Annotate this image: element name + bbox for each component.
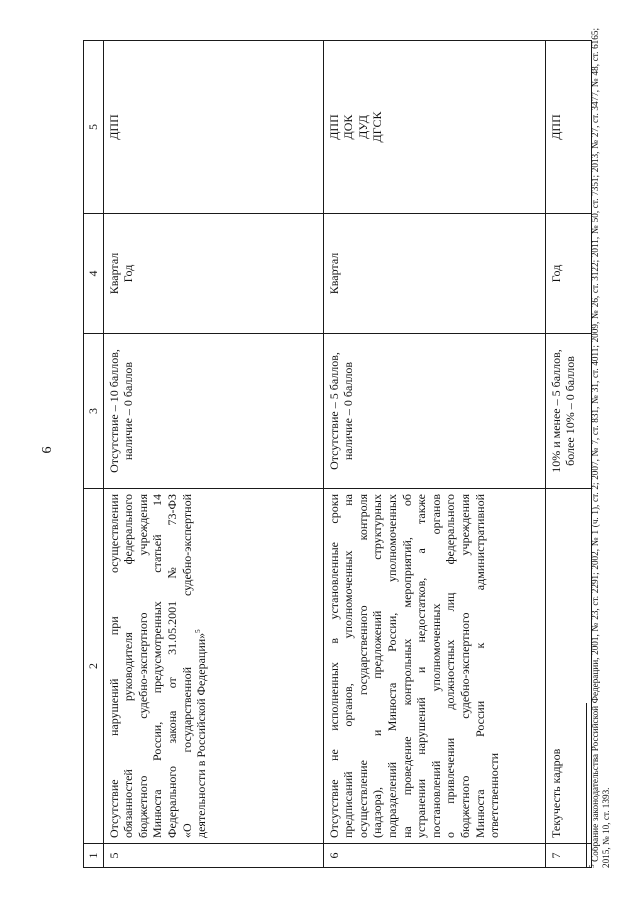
footnote-text: Собрание законодательства Российской Федерации, 2001, № 23, ст. 2291; 2002, № 1 (ч. 1), ст. 2; 2007, № 7, ст. 831, № 31, ст. 4011; 2009, № 26, ст. 3122; 2011, № 50, ст. 7351; 2013, № 27, ст. 3477, № 48, ст. 6165; 2015, № 10, ст. 1393.	[590, 28, 611, 868]
table-row	[323, 41, 545, 868]
row-number: 7	[545, 844, 591, 868]
criteria-table	[83, 40, 592, 868]
header-col-2: 2	[84, 489, 104, 844]
period-text: Квартал	[323, 214, 545, 334]
table-header-row	[84, 41, 104, 868]
table-row	[103, 41, 323, 868]
score-text: 10% и менее – 5 баллов, более 10% – 0 баллов	[545, 334, 591, 489]
footnote-mark: 5	[587, 864, 596, 868]
department-list: ДПП ДОК ДУД ДГСК	[323, 41, 545, 214]
score-text: Отсутствие – 5 баллов, наличие – 0 баллов	[323, 334, 545, 489]
department-list: ДПП	[545, 41, 591, 214]
header-col-5: 5	[84, 41, 104, 214]
header-col-3: 3	[84, 334, 104, 489]
table-row	[545, 41, 591, 868]
footnote-reference: 5	[194, 629, 203, 633]
page-number: 6	[40, 446, 55, 454]
score-text: Отсутствие – 10 баллов, наличие – 0 баллов	[103, 334, 323, 489]
period-text: Квартал Год	[103, 214, 323, 334]
period-text: Год	[545, 214, 591, 334]
header-col-1: 1	[84, 844, 104, 868]
footnote-divider	[586, 703, 587, 868]
footnote	[587, 28, 612, 868]
row-number: 5	[103, 844, 323, 868]
indicator-text: Текучесть кадров	[545, 489, 591, 844]
department-list: ДПП	[103, 41, 323, 214]
header-col-4: 4	[84, 214, 104, 334]
indicator-text: Отсутствие нарушений при осуществлении обязанностей руководителя федерального бюджетного судебно-экспертного учреждения Минюста России, предусмотренных статьей 14 Федерального закона от 31.05.2001 № 73-ФЗ «О государственной судебно-экспертной деятельности в Российской Федерации»$^5$	[103, 489, 323, 844]
row-number: 6	[323, 844, 545, 868]
indicator-text: Отсутствие не исполненных в установленные сроки предписаний органов, уполномоченных на осуществление государственного контроля (надзора), и предложений структурных подразделений Минюста России, уполномоченных на проведение контрольных мероприятий, об устранении нарушений и недостатков, а также постановлений уполномоченных органов о привлечении должностных лиц федерального бюджетного судебно-экспертного учреждения Минюста России к административной ответственности	[323, 489, 545, 844]
